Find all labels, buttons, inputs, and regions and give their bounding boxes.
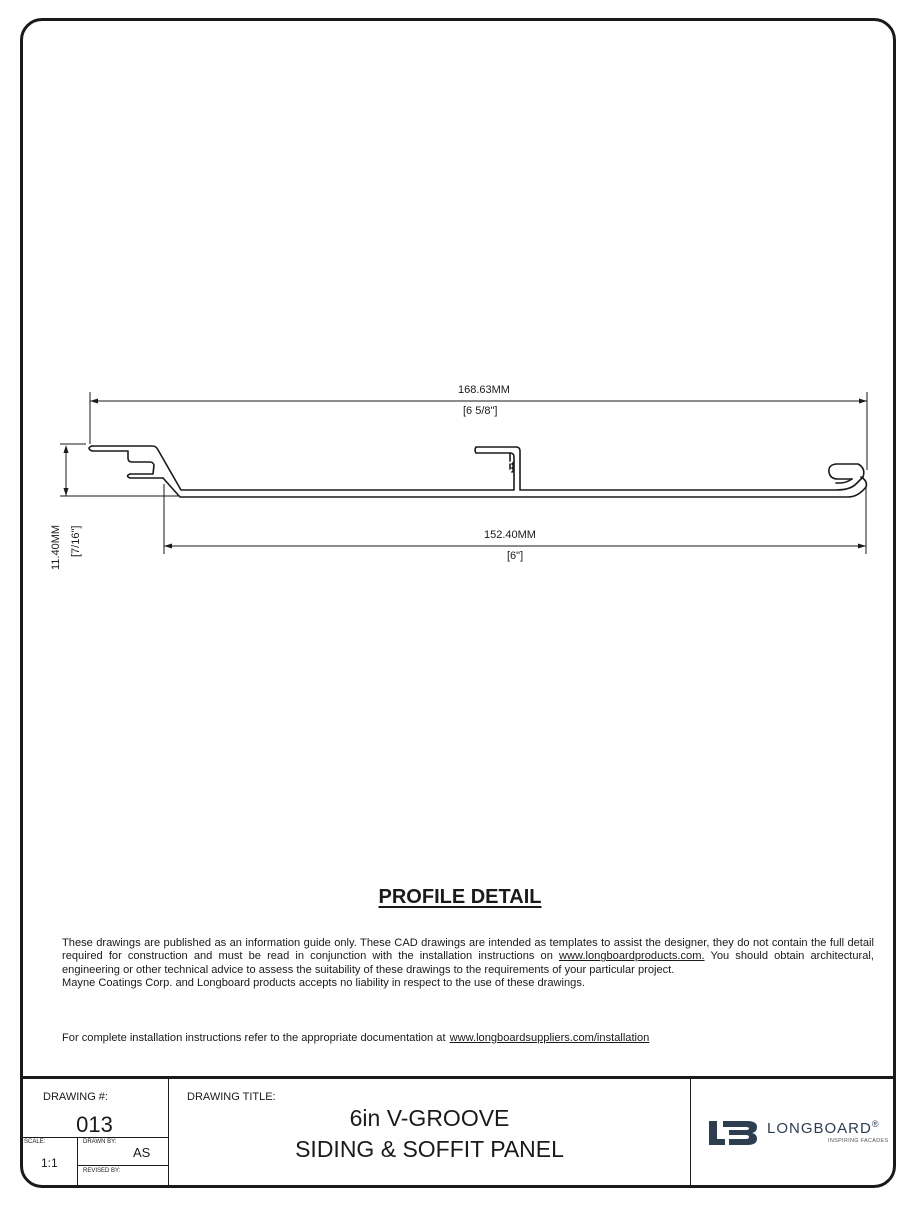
overall-dim-arrow-left bbox=[90, 399, 98, 404]
thickness-dim-arrow-bottom bbox=[64, 488, 69, 496]
overall-length-mm: 168.63MM bbox=[458, 384, 510, 396]
logo-name: LONGBOARD bbox=[767, 1120, 872, 1137]
drawn-by-value: AS bbox=[133, 1145, 151, 1160]
drawing-title-line-2: SIDING & SOFFIT PANEL bbox=[295, 1136, 564, 1162]
thickness-mm: 11.40MM bbox=[50, 524, 62, 570]
longboard-logo-icon bbox=[709, 1119, 759, 1149]
disclaimer-block bbox=[62, 937, 874, 990]
title-block bbox=[21, 1076, 895, 1186]
revised-by-label: REVISED BY: bbox=[83, 1168, 121, 1174]
install-instructions bbox=[62, 1032, 649, 1044]
exposure-dim-arrow-left bbox=[164, 544, 172, 549]
disclaimer-text-1: These drawings are published as an information guide only. These CAD drawings are intended as templates to assist the designer, they do not contain the full detail required for construction and must be read in conjunction with the installation instructions on bbox=[62, 937, 874, 963]
drawing-title-cell bbox=[169, 1079, 691, 1186]
exposure-dim-arrow-right bbox=[858, 544, 866, 549]
drawing-number-label: DRAWING #: bbox=[43, 1091, 108, 1103]
drawing-title bbox=[169, 1103, 690, 1165]
disclaimer-text-2: You should obtain architectural, engineering or other technical advice to assess the suitability of these drawings to the requirements of your particular project. bbox=[62, 950, 874, 976]
drawing-title-line-1: 6in V-GROOVE bbox=[349, 1105, 510, 1131]
overall-length-in: [6 5/8"] bbox=[463, 405, 498, 417]
profile-detail-heading bbox=[0, 886, 920, 909]
logo-cell bbox=[691, 1079, 895, 1186]
install-text: For complete installation instructions refer to the appropriate documentation at bbox=[62, 1032, 446, 1044]
drawn-by-divider bbox=[77, 1165, 168, 1166]
drawn-by-label: DRAWN BY: bbox=[83, 1139, 117, 1145]
drawing-title-label: DRAWING TITLE: bbox=[187, 1091, 276, 1103]
thickness-in: [7/16"] bbox=[70, 525, 82, 557]
overall-dim-arrow-right bbox=[859, 399, 867, 404]
scale-divider bbox=[77, 1137, 78, 1186]
scale-value: 1:1 bbox=[41, 1156, 58, 1170]
exposure-mm: 152.40MM bbox=[484, 529, 536, 541]
panel-profile bbox=[89, 446, 866, 497]
logo-wordmark bbox=[767, 1119, 880, 1137]
logo-tagline: INSPIRING FACADES bbox=[828, 1138, 889, 1144]
logo-registered-mark: ® bbox=[871, 1119, 880, 1129]
thickness-dim-arrow-top bbox=[64, 445, 69, 453]
drawing-number-cell bbox=[21, 1079, 169, 1186]
disclaimer-paragraph bbox=[62, 937, 874, 977]
liability-text: Mayne Coatings Corp. and Longboard products accepts no liability in respect to the use of these drawings. bbox=[62, 976, 585, 989]
scale-label: SCALE: bbox=[24, 1139, 46, 1145]
drawing-number: 013 bbox=[76, 1112, 113, 1137]
exposure-in: [6"] bbox=[507, 550, 524, 562]
profile-detail-heading-text: PROFILE DETAIL bbox=[378, 886, 542, 908]
longboard-products-link[interactable]: www.longboardproducts.com. bbox=[559, 950, 705, 963]
drawing-number-divider bbox=[21, 1137, 168, 1138]
installation-link[interactable]: www.longboardsuppliers.com/installation bbox=[449, 1032, 650, 1044]
